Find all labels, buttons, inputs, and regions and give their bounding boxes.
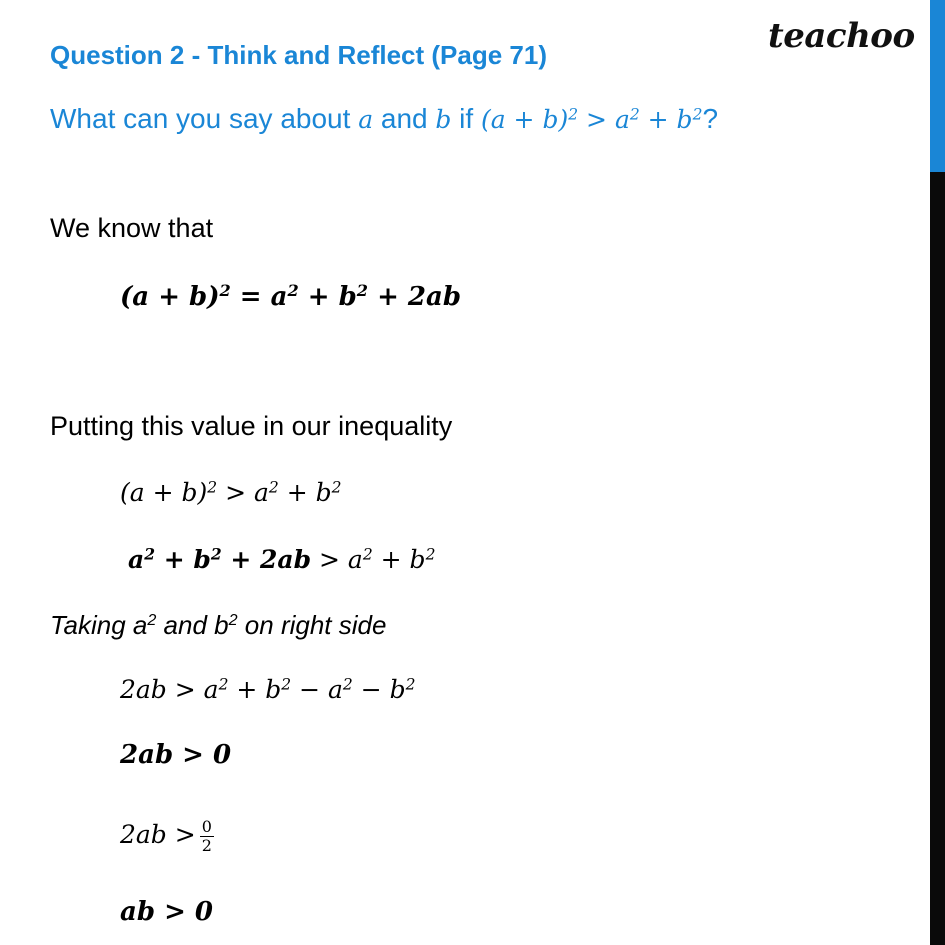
identity-equation: $(a + b)^2 = a^2 + b^2 + 2ab$ [120, 281, 462, 312]
slide-edge-accent [930, 0, 945, 172]
fraction-zero-over-two: $\frac{0}{2}$ [201, 817, 212, 855]
we-know-text: We know that [50, 213, 214, 243]
inequality-step-1: $(a + b)^2 > a^2 + b^2$ [120, 478, 342, 507]
taking-text: Taking $a^2$ and $b^2$ on right side [50, 610, 387, 640]
putting-text: Putting this value in our inequality [50, 411, 453, 441]
inequality-step-6: ab > 0 [120, 897, 214, 927]
inequality-step-2: $a^2 + b^2 + 2ab > a^2 + b^2$ [128, 544, 436, 574]
teachoo-logo: teachoo [768, 16, 915, 56]
question-header: Question 2 - Think and Reflect (Page 71) [50, 40, 547, 70]
question-text: What can you say about a and b if $(a + b)^2 > a^2 + b^2$? [50, 103, 719, 134]
inequality-step-3: $2ab > a^2 + b^2 - a^2 - b^2$ [120, 675, 416, 704]
inequality-step-5: 2ab > $\frac{0}{2}$ [120, 817, 212, 855]
inequality-step-4: 2ab > 0 [120, 740, 232, 770]
